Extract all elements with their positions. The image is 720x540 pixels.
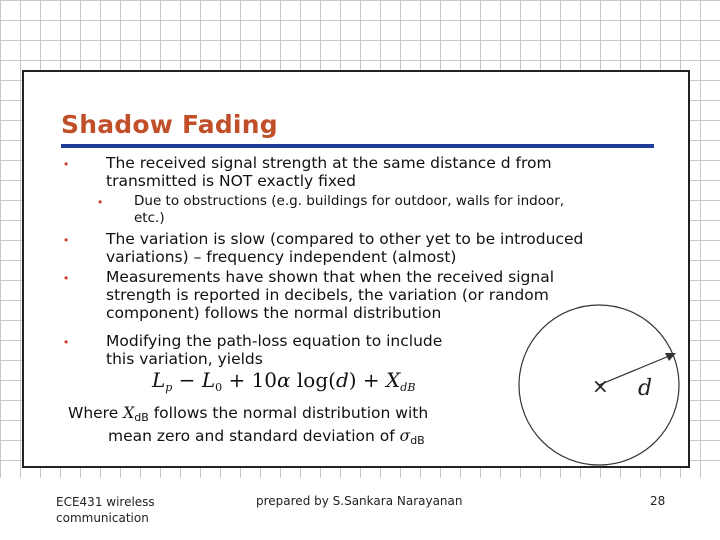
where-sigma: σ xyxy=(399,427,411,445)
slide xyxy=(22,70,690,468)
slide-title: Shadow Fading xyxy=(61,110,278,139)
path-loss-equation xyxy=(152,368,415,394)
eq-l0: L xyxy=(201,368,216,392)
eq-log: log( xyxy=(290,368,336,392)
sub-bullet-marker: • xyxy=(98,195,103,209)
bullet-3-line-1: Measurements have shown that when the received signal xyxy=(106,268,554,286)
eq-minus: − xyxy=(172,368,202,392)
eq-plus: + xyxy=(356,368,387,392)
footer-author: prepared by S.Sankara Narayanan xyxy=(256,494,463,508)
eq-x: X xyxy=(386,368,401,392)
bullet-2-line-2: variations) – frequency independent (almost) xyxy=(106,248,457,266)
bullet-marker: • xyxy=(64,271,69,285)
eq-middle: + 10 xyxy=(222,368,278,392)
bullet-marker: • xyxy=(64,335,69,349)
bullet-2-line-1: The variation is slow (compared to other yet to be introduced xyxy=(106,230,584,248)
where-x-sub: dB xyxy=(134,411,149,424)
where-prefix: Where xyxy=(68,404,124,422)
eq-alpha: α xyxy=(277,368,291,392)
radius-arrow-line xyxy=(599,354,674,385)
bullet-marker: • xyxy=(64,157,69,171)
title-rule xyxy=(61,144,654,148)
where-rest-line-2: mean zero and standard deviation of xyxy=(108,427,400,445)
center-mark: × xyxy=(592,374,609,398)
bullet-4-line-1: Modifying the path-loss equation to include xyxy=(106,332,443,350)
bullet-4-line-2: this variation, yields xyxy=(106,350,263,368)
eq-lhs: L xyxy=(152,368,166,392)
footer-course: ECE431 wireless communication xyxy=(56,495,155,525)
footer-page-number: 28 xyxy=(650,494,666,508)
bullet-1-line-2: transmitted is NOT exactly fixed xyxy=(106,172,356,190)
where-rest-line-1: follows the normal distribution with xyxy=(148,404,429,422)
eq-lhs-sub: p xyxy=(165,381,173,394)
bullet-1-line-1: The received signal strength at the same distance d from xyxy=(106,154,552,172)
eq-l0-sub: 0 xyxy=(215,381,223,394)
radius-label: d xyxy=(638,376,653,401)
where-x: X xyxy=(123,404,135,422)
eq-d: d xyxy=(335,368,349,392)
eq-x-sub: dB xyxy=(400,381,416,394)
where-sigma-sub: dB xyxy=(410,434,425,447)
sub-bullet-line-2: etc.) xyxy=(134,210,165,226)
bullet-3-line-3: component) follows the normal distribution xyxy=(106,304,442,322)
bullet-3-line-2: strength is reported in decibels, the variation (or random xyxy=(106,286,549,304)
coverage-circle-diagram xyxy=(504,304,694,466)
where-text xyxy=(68,404,428,450)
bullet-marker: • xyxy=(64,233,69,247)
where-line-2 xyxy=(68,427,428,450)
eq-close: ) xyxy=(348,368,357,392)
sub-bullet-line-1: Due to obstructions (e.g. buildings for outdoor, walls for indoor, xyxy=(134,193,565,209)
